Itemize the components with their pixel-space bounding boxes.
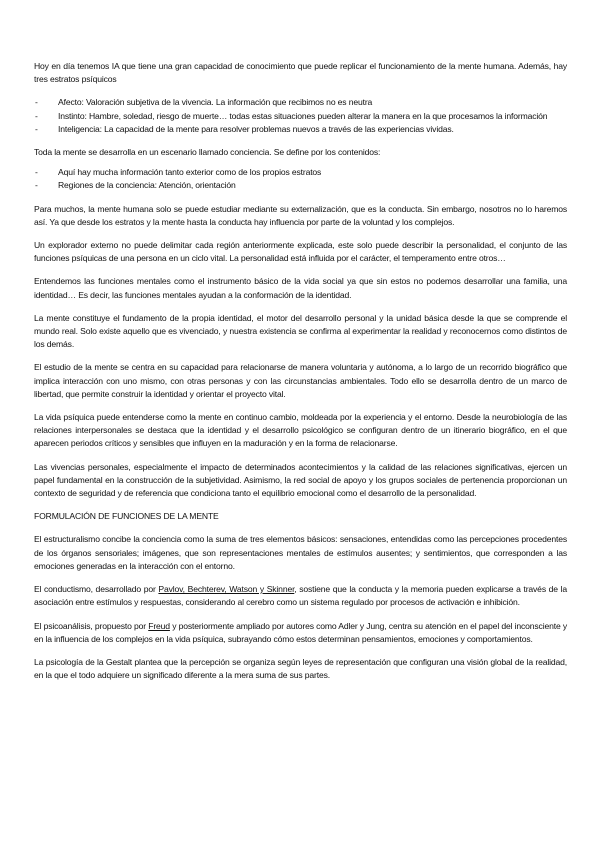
body-paragraph: Las vivencias personales, especialmente el impacto de determinados acontecimientos y la calidad de las relaciones significativas, ejercen un papel fundamental en la construcción de la subjetividad. Asimismo, la red social de apoyo y los grupos sociales de pertenencia proporcionan un contexto de seguridad y de referencia que condiciona tanto el equilibrio emocional como el desarrollo de la personalidad.	[34, 461, 567, 499]
behaviorism-text: , sostiene que la conducta y la memoria pueden explicarse a través de la asociación entre estímulos y respuestas, considerando al cerebro como un sistema regulado por procesos de activación e inhibición.	[34, 584, 567, 608]
list-item: - Regiones de la conciencia: Atención, orientación	[34, 179, 567, 192]
intro-paragraph: Hoy en día tenemos IA que tiene una gran capacidad de conocimiento que puede replicar el funcionamiento de la mente humana. Además, hay tres estratos psíquicos	[34, 61, 567, 85]
body-paragraph: Entendemos las funciones mentales como el instrumento básico de la vida social ya que sin estos no podemos desarrollar una familia, una identidad… Es decir, las funciones mentales ayudan a la conformación de la identidad.	[34, 276, 567, 300]
list-item: - Aquí hay mucha información tanto exterior como de los propios estratos	[34, 166, 567, 179]
psychoanalysis-paragraph	[34, 620, 567, 646]
psychoanalysis-text: y posteriormente ampliado por autores como Adler y Jung, centra su atención en el papel del inconsciente y en la influencia de los complejos en la vida psíquica, subrayando cómo estos determinan pensamientos, emociones y comportamientos.	[34, 620, 567, 644]
body-paragraph: El estudio de la mente se centra en su capacidad para relacionarse de manera voluntaria y autónoma, a lo largo de un recorrido biográfico que implica interacción con uno mismo, con otras personas y con las circunstancias ambientales. Todo ello se desarrolla dentro de un marco de libertad, que permite construir la identidad y orientar el proyecto vital.	[34, 362, 567, 399]
conscience-intro: Toda la mente se desarrolla en un escenario llamado conciencia. Se define por los contenidos:	[34, 147, 381, 158]
behaviorism-text: El conductismo, desarrollado por	[34, 584, 159, 595]
body-paragraph: Un explorador externo no puede delimitar cada región anteriormente explicada, este solo puede describir la personalidad, el conjunto de las funciones psíquicas de una persona en un ciclo vital. La personalidad está influida por el carácter, el temperamento entre otros…	[34, 240, 567, 264]
list-item: - Inteligencia: La capacidad de la mente para resolver problemas nuevos a través de las experiencias vividas.	[34, 123, 567, 136]
body-paragraph: La vida psíquica puede entenderse como la mente en continuo cambio, moldeada por la experiencia y el entorno. Desde la neurobiología de las relaciones interpersonales se destaca que la identidad y el desarrollo psicológico se configuran dentro de un itinerario biográfico, en el que aparecen periodos críticos y sensibles que influyen en la maduración y en la forma de relacionarse.	[34, 412, 567, 449]
strata-list	[34, 96, 567, 136]
psychoanalysis-text: El psicoanálisis, propuesto por	[34, 620, 149, 631]
section-heading: FORMULACIÓN DE FUNCIONES DE LA MENTE	[34, 511, 219, 522]
list-item: - Afecto: Valoración subjetiva de la vivencia. La información que recibimos no es neutra	[34, 96, 567, 109]
document-page	[34, 60, 567, 692]
gestalt-paragraph: La psicología de la Gestalt plantea que la percepción se organiza según leyes de representación que configuran una visión global de la realidad, en la que el todo adquiere un significado diferente a la mera suma de sus partes.	[34, 656, 567, 681]
behaviorism-authors-link[interactable]: Pavlov, Bechterev, Watson y Skinner	[158, 584, 295, 595]
body-paragraph: Para muchos, la mente humana solo se puede estudiar mediante su externalización, que es la conducta. Sin embargo, nosotros no lo haremos así. Ya que desde los estratos y la mente hasta la conducta hay influencia por parte de la voluntad y los complejos.	[34, 203, 567, 227]
body-paragraph: La mente constituye el fundamento de la propia identidad, el motor del desarrollo personal y la unidad básica desde la que se comprende el mundo real. Solo existe aquello que es vivenciado, y nuestra existencia se confirma al experimentar la realidad y reconocernos como distintos de los demás.	[34, 312, 567, 350]
structuralism-paragraph: El estructuralismo concibe la conciencia como la suma de tres elementos básicos: sensaciones, entendidas como las percepciones procedentes de los órganos sensoriales; imágenes, que son representaciones mentales de estímulos ausentes; y sentimientos, que corresponden a las emociones generadas en la interacción con el entorno.	[34, 534, 567, 571]
list-item: - Instinto: Hambre, soledad, riesgo de muerte… todas estas situaciones pueden alterar la manera en la que procesamos la información	[34, 110, 567, 123]
conscience-list	[34, 166, 567, 192]
behaviorism-paragraph	[34, 583, 567, 609]
freud-link[interactable]: Freud	[148, 620, 170, 631]
